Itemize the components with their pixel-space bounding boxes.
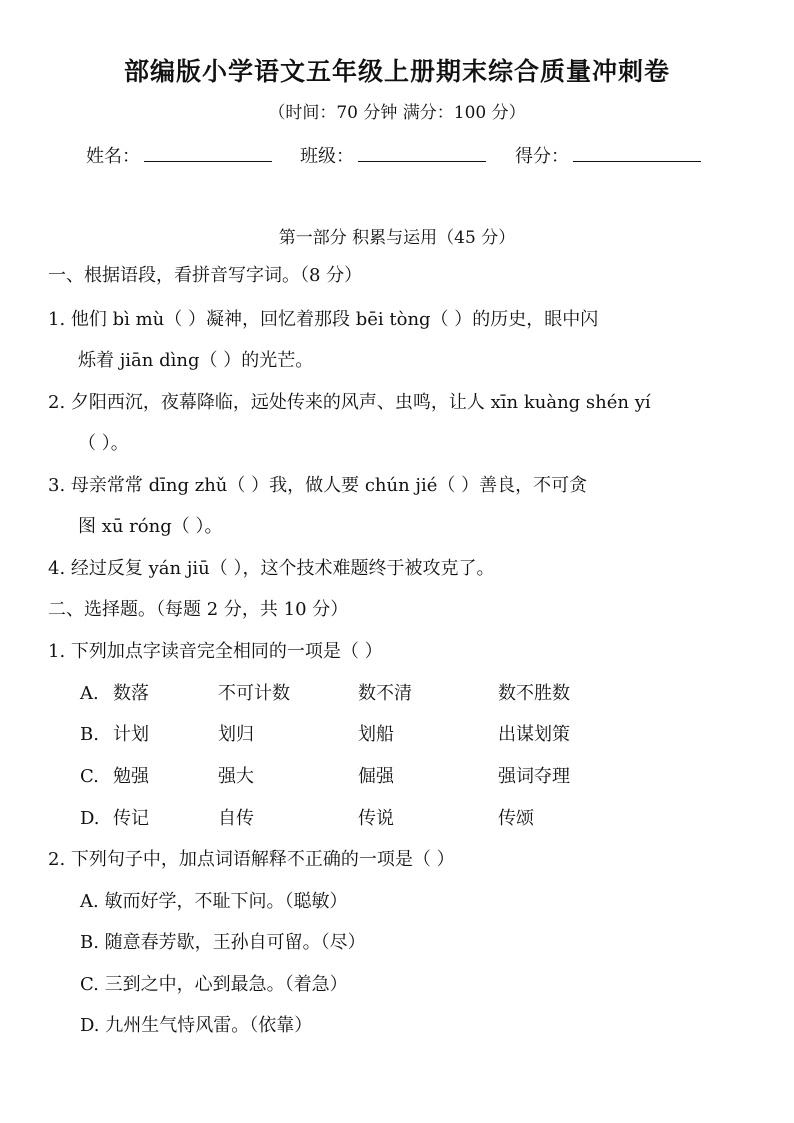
option-choice: 数落	[113, 683, 149, 704]
section-heading: 第一部分 积累与运用（45 分）	[278, 228, 516, 248]
option-choice: 强大	[218, 766, 254, 787]
option-choice: 传说	[358, 808, 394, 829]
exam-title: 部编版小学语文五年级上册期末综合质量冲刺卷	[123, 57, 670, 86]
q1-item4-line1: 4. 经过反复 yán jiū（ ），这个技术难题终于被攻克了。	[48, 558, 495, 579]
q1-item2-line2: （ ）。	[78, 433, 129, 454]
option-choice: 划船	[358, 724, 394, 745]
option-choice: 计划	[113, 724, 149, 745]
q2-heading: 二、选择题。（每题 2 分，共 10 分）	[48, 599, 349, 620]
name-label: 姓名：	[86, 146, 140, 167]
option-letter[interactable]: A.	[80, 683, 99, 704]
q1-item2-line1: 2. 夕阳西沉，夜幕降临，远处传来的风声、虫鸣，让人 xīn kuàng shén yí	[48, 392, 651, 413]
option-letter[interactable]: D.	[80, 808, 100, 829]
q2-item1-stem: 1. 下列加点字读音完全相同的一项是（ ）	[48, 641, 383, 662]
class-label: 班级：	[300, 146, 354, 167]
option-choice: 传颂	[498, 808, 534, 829]
option-letter[interactable]: C.	[80, 766, 99, 787]
option-choice: 不可计数	[218, 683, 290, 704]
option-choice: 勉强	[113, 766, 149, 787]
q1-item3-line2: 图 xū róng（ ）。	[78, 516, 223, 537]
name-blank[interactable]	[144, 145, 272, 162]
option-choice: 倔强	[358, 766, 394, 787]
q1-item1-line1: 1. 他们 bì mù（ ）凝神，回忆着那段 bēi tòng（ ）的历史，眼中闪	[48, 309, 599, 330]
option-choice: 出谋划策	[498, 724, 570, 745]
q1-heading: 一、根据语段，看拼音写字词。（8 分）	[48, 265, 363, 286]
score-blank[interactable]	[573, 145, 701, 162]
option-choice: 数不胜数	[498, 683, 570, 704]
q2-item2-option-d[interactable]: D. 九州生气恃风雷。（依靠）	[80, 1015, 313, 1036]
q2-item2-option-c[interactable]: C. 三到之中，心到最急。（着急）	[80, 974, 348, 995]
option-letter[interactable]: B.	[80, 724, 99, 745]
q2-item2-option-a[interactable]: A. 敏而好学，不耻下问。（聪敏）	[80, 891, 348, 912]
option-choice: 数不清	[358, 683, 412, 704]
class-blank[interactable]	[358, 145, 486, 162]
q1-item1-line2: 烁着 jiān dìng（ ）的光芒。	[78, 350, 314, 371]
class-field	[300, 142, 486, 168]
exam-subtitle: （时间：70 分钟 满分：100 分）	[268, 103, 526, 123]
option-choice: 划归	[218, 724, 254, 745]
q2-item2-option-b[interactable]: B. 随意春芳歇，王孙自可留。（尽）	[80, 932, 366, 953]
option-choice: 自传	[218, 808, 254, 829]
score-field	[515, 142, 701, 168]
q1-item3-line1: 3. 母亲常常 dīng zhǔ（ ）我，做人要 chún jié（ ）善良，不可贪	[48, 475, 588, 496]
q2-item2-stem: 2. 下列句子中，加点词语解释不正确的一项是（ ）	[48, 849, 455, 870]
option-choice: 强词夺理	[498, 766, 570, 787]
name-field	[86, 142, 272, 168]
option-choice: 传记	[113, 808, 149, 829]
score-label: 得分：	[515, 146, 569, 167]
